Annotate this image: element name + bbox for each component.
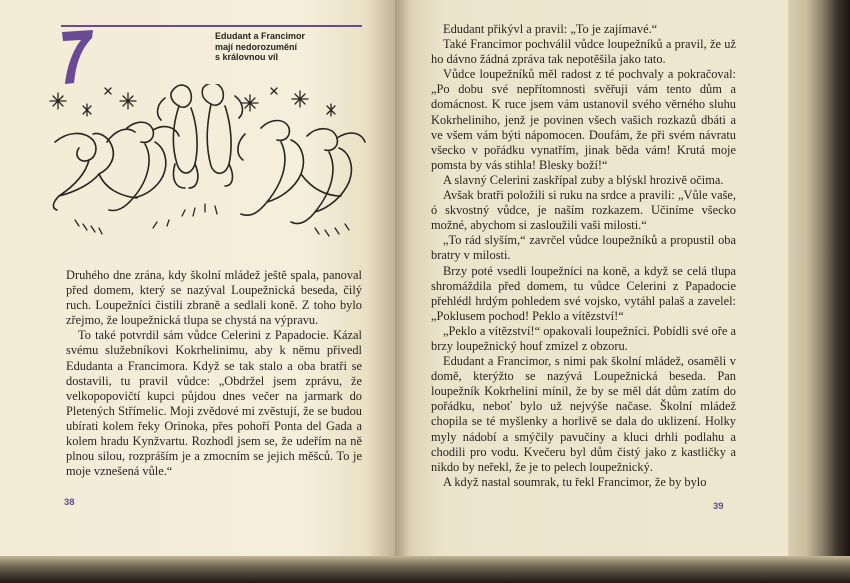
paragraph: Druhého dne zrána, kdy školní mládež ještě spala, panoval před domem, který se nazýval Loupežnická beseda, čilý ruch. Loupežníci čistili zbraně a sedlali koně. Z toho bylo zřejmo, že loupežnická tlupa se chystá na výpravu. xyxy=(66,268,362,328)
chapter-title-line: s královnou víl xyxy=(215,52,279,62)
paragraph: Brzy poté vsedli loupežníci na koně, a když se celá tlupa shromáždila před domem, tu vůdce Celerini z Papadocie přehlédl hrdým pohledem své vojsko, vytáhl palaš a zavelel: „Poklusem pochod! Peklo a vítězství!“ xyxy=(431,263,736,323)
paragraph: Avšak bratři položili si ruku na srdce a pravili: „Vůle vaše, ó skvostný vůdce, je naším rozkazem. Učiníme všecko možné, abychom si zasloužili vaši milosti.“ xyxy=(431,188,736,233)
page-edges xyxy=(788,0,850,583)
left-page xyxy=(0,0,395,566)
page-number-left: 38 xyxy=(64,497,75,508)
fairy-figure-4 xyxy=(202,84,242,186)
right-body-text xyxy=(431,22,736,490)
paragraph: Edudant přikývl a pravil: „To je zajímavé.“ xyxy=(443,22,658,36)
paragraph: Také Francimor pochválil vůdce loupežníků a pravil, že už ho dávno žádná zpráva tak nepotěšila jako tato. xyxy=(431,37,736,67)
paragraph: Edudant a Francimor, s nimi pak školní mládež, osaměli v domě, kterýžto se nazývá Loupežnická beseda. Pan loupežník Kokrhelini mínil, že by se měl dát dům zatím do pořádku, neboť bylo už nejvýše načase. Školní mládež chopila se té myšlenky a horlivě se dala do uklizení. Holky myly nádobí a smýčily pavučiny a kluci drhli podlahu a chodili pro vodu. Kvečeru byl dům čistý jako z kastličky a nikdo by neřekl, že je to pelech loupežnický. xyxy=(431,354,736,474)
left-body-text xyxy=(66,268,362,479)
paragraph: „Peklo a vítězství!“ opakovali loupežníci. Pobídli své oře a brzy loupežnický houf zmizel z obzoru. xyxy=(431,323,736,353)
chapter-title-line: mají nedorozumění xyxy=(215,41,298,52)
chapter-number-glyph xyxy=(60,28,94,86)
paragraph: To také potvrdil sám vůdce Celerini z Papadocie. Kázal svému služebníkovi Kokrhelinimu, aby k němu přivedl Edudanta a Francimora. Když se tak stalo a oba bratři se dostavili, tu pravil vůdce: „Obdržel jsem zprávu, že velkopopovičtí kupci půjdou dnes večer na jarmark do Pletených Střímelic. Moji zvědové mi zvěstují, že se budou ubírati kolem řeky Orinoka, přes pohoří Ponta del Gada a kolem hradu Kynžvartu. Rozhodl jsem se, že udeřím na ně plnou silou, rozpráším je a zmocním se jejich měšců. To je moje vznešená vůle.“ xyxy=(66,328,362,479)
fairy-figure-1 xyxy=(53,129,137,210)
fairy-figure-5 xyxy=(238,121,341,216)
dancing-fairies-illustration xyxy=(45,84,370,244)
paragraph: Vůdce loupežníků měl radost z té pochvaly a pokračoval: „Po dobu své nepřítomnosti svěřuji vám tento dům a domácnost. K ruce jsem vám ustanovil svého věrného sluhu Kokrheliniho, jenž je povinen všech vašich rozkazů dbáti a ve všem vám býti nápomocen. Doufám, že při svém návratu všecko v pořádku vynatřím, jinak běda vám! Krutá moje pomsta by vás stihla! Blesky boží!“ xyxy=(431,67,736,172)
book-bottom-shadow xyxy=(0,556,850,583)
chapter-rule xyxy=(61,25,362,27)
paragraph: „To rád slyším,“ zavrčel vůdce loupežníků a propustil oba bratry v milosti. xyxy=(431,233,736,263)
right-page xyxy=(395,0,790,566)
fairy-figure-2 xyxy=(109,122,179,210)
chapter-title-line: Edudant a Francimor xyxy=(215,31,306,41)
page-number-right: 39 xyxy=(713,501,724,512)
paragraph: A když nastal soumrak, tu řekl Francimor, že by bylo xyxy=(443,474,707,489)
chapter-title xyxy=(215,31,365,63)
paragraph: A slavný Celerini zaskřípal zuby a blýskl hrozivě očima. xyxy=(443,172,724,187)
